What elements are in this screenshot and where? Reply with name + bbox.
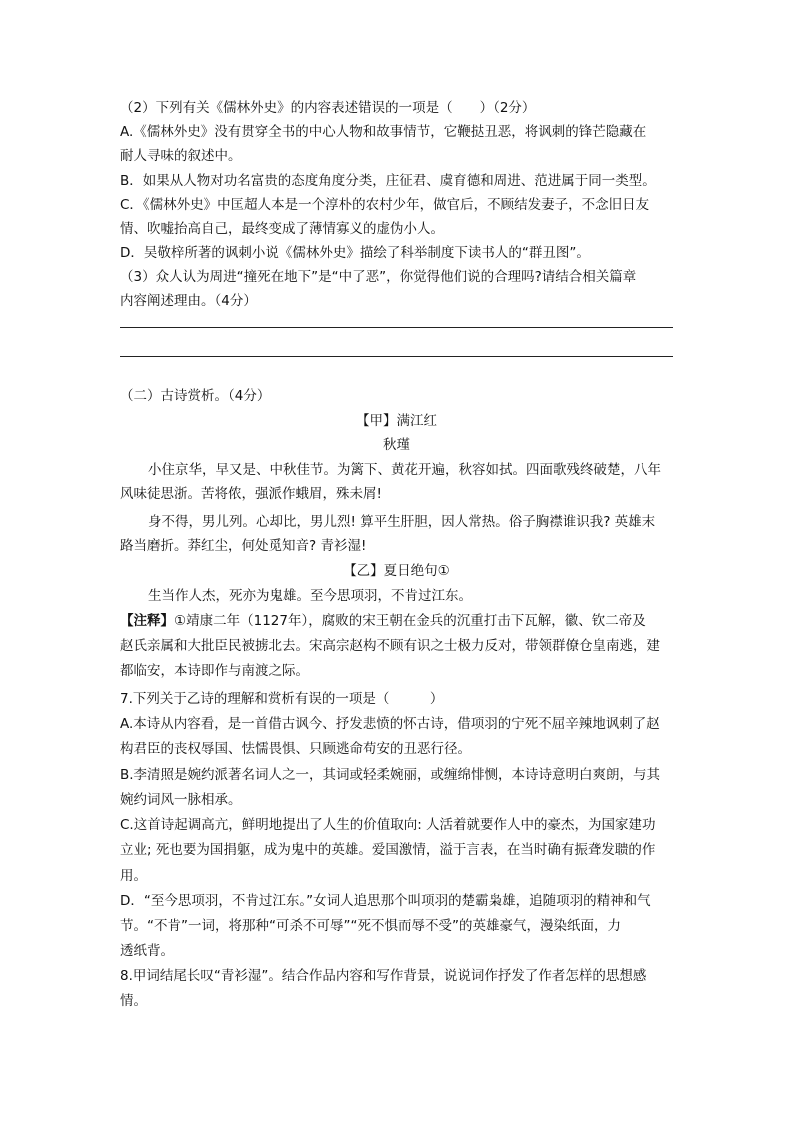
- answer-line-2: [120, 356, 673, 357]
- q7-option-d-line1: D．“至今思项羽，不肯过江东。”女词人追思那个叫项羽的楚霸枭雄，追随项羽的精神和气: [120, 893, 651, 909]
- q2-option-b: B．如果从人物对功名富贵的态度角度分类，庄征君、虞育德和周进、范进属于同一类型。: [120, 173, 656, 189]
- q7-option-c-line2: 立业; 死也要为国捐躯，成为鬼中的英雄。爱国激情，溢于言表，在当时确有振聋发聩的作: [120, 842, 656, 858]
- q2-stem: （2）下列有关《儒林外史》的内容表述错误的一项是（ ）（2分）: [120, 100, 536, 116]
- q7-option-d-line3: 透纸背。: [120, 943, 174, 959]
- q7-option-a-line2: 构君臣的丧权辱国、怯懦畏惧、只顾逃命苟安的丑恶行径。: [120, 741, 471, 757]
- note-text-line1: ①靖康二年（1127年），腐败的宋王朝在金兵的沉重打击下瓦解，徽、钦二帝及: [174, 613, 646, 629]
- q7-option-a-line1: A.本诗从内容看，是一首借古讽今、抒发悲愤的怀古诗，借项羽的宁死不屈辛辣地讽刺了赵: [120, 716, 660, 732]
- q7-option-d-line2: 节。“不肯”一词，将那种“可杀不可辱”“死不惧而辱不受”的英雄豪气，漫染纸面，力: [120, 918, 621, 934]
- poem-b-title: 【乙】夏日绝句①: [343, 563, 450, 579]
- poem-a-title: 【甲】满江红: [356, 413, 437, 429]
- q2-option-a-line1: A.《儒林外史》没有贯穿全书的中心人物和故事情节，它鞭挞丑恶，将讽刺的锋芒隐藏在: [120, 124, 647, 140]
- q3-line2: 内容阐述理由。（4分）: [120, 293, 257, 309]
- q8-line2: 情。: [120, 993, 147, 1009]
- q7-option-c-line3: 用。: [120, 868, 147, 884]
- poem-a-p1-line1: 小住京华，早又是、中秋佳节。为篱下、黄花开遍，秋容如拭。四面歌残终破楚，八年: [148, 462, 661, 478]
- poem-a-p2-line2: 路当磨折。莽红尘，何处觅知音? 青衫湿!: [120, 538, 367, 554]
- q2-option-c-line2: 情、吹嘘抬高自己，最终变成了薄情寡义的虚伪小人。: [120, 221, 444, 237]
- q7-option-b-line1: B.李清照是婉约派著名词人之一，其词或轻柔婉丽，或缠绵悱恻，本诗诗意明白爽朗，与其: [120, 767, 661, 783]
- q7-option-c-line1: C.这首诗起调高亢，鲜明地提出了人生的价值取向: 人活着就要作人中的豪杰，为国家建功: [120, 817, 656, 833]
- note-line2: 赵氏亲属和大批臣民被掳北去。宋高宗赵构不顾有识之士极力反对，带领群僚仓皇南逃，建: [120, 638, 660, 654]
- q7-option-b-line2: 婉约词风一脉相承。: [120, 792, 242, 808]
- q2-option-a-line2: 耐人寻味的叙述中。: [120, 148, 242, 164]
- q8-line1: 8.甲词结尾长叹“青衫湿”。结合作品内容和写作背景，说说词作抒发了作者怎样的思想感: [120, 968, 647, 984]
- poem-a-author: 秋瑾: [383, 437, 410, 453]
- q7-stem: 7.下列关于乙诗的理解和赏析有误的一项是（ ）: [120, 691, 444, 707]
- note-label: 【注释】: [120, 613, 174, 629]
- q2-option-d: D．吴敬梓所著的讽刺小说《儒林外史》描绘了科举制度下读书人的“群丑图”。: [120, 245, 590, 261]
- answer-line-1: [120, 327, 673, 328]
- note-line1: [120, 609, 680, 633]
- q2-option-c-line1: C．《儒林外史》中匡超人本是一个淳朴的农村少年，做官后，不顾结发妻子，不念旧日友: [120, 197, 650, 213]
- poem-a-p2-line1: 身不得，男儿列。心却比，男儿烈! 算平生肝胆，因人常热。俗子胸襟谁识我? 英雄末: [148, 514, 656, 530]
- poem-a-p1-line2: 风味徒思浙。苦将侬，强派作蛾眉，殊未屑!: [120, 486, 382, 502]
- note-line3: 都临安，本诗即作与南渡之际。: [120, 663, 309, 679]
- poem-b-text: 生当作人杰，死亦为鬼雄。至今思项羽，不肯过江东。: [148, 588, 472, 604]
- section-2-heading: （二）古诗赏析。（4分）: [120, 388, 271, 404]
- q3-line1: （3）众人认为周进“撞死在地下”是“中了恶”，你觉得他们说的合理吗?请结合相关篇章: [120, 269, 637, 285]
